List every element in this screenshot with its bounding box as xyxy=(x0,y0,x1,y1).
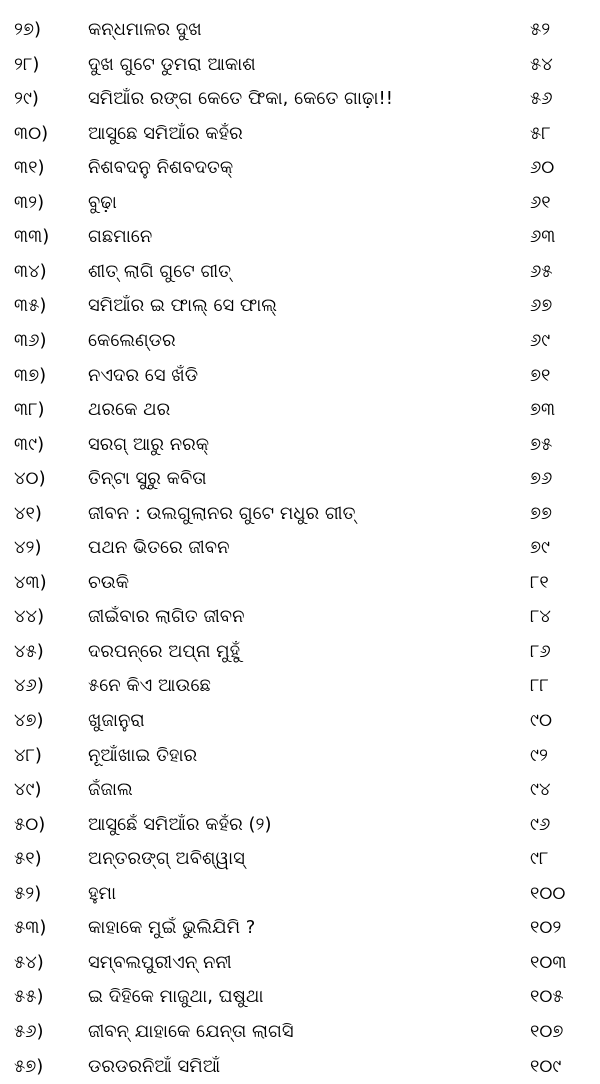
entry-page-number: ୫୮ xyxy=(530,122,551,144)
entry-page-number: ୮୧ xyxy=(530,571,549,593)
entry-title: ତିନ୍‌ଟା ସୁରୁ କବିତା xyxy=(88,468,207,490)
entry-page-number: ୧୦୦ xyxy=(530,882,566,904)
entry-page-number: ୯୨ xyxy=(530,744,548,766)
entry-title: ହୁମା xyxy=(88,882,117,904)
entry-page-number: ୭୯ xyxy=(530,537,550,559)
entry-title: ସମ୍ବଲପୁରୀଏନ୍ ନନୀ xyxy=(88,951,232,973)
entry-number: ୪୦) xyxy=(14,468,46,490)
entry-number: ୫୨) xyxy=(14,882,42,904)
toc-entry xyxy=(0,773,600,807)
toc-entry xyxy=(0,324,600,358)
entry-number: ୩୭) xyxy=(14,364,47,386)
entry-title: ଥରକେ ଥର xyxy=(88,399,171,421)
toc-entry xyxy=(0,359,600,393)
entry-number: ୩୪) xyxy=(14,260,47,282)
entry-title: ପଥନ ଭିତରେ ଜୀବନ xyxy=(88,537,230,559)
toc-entry xyxy=(0,635,600,669)
entry-page-number: ୬୦ xyxy=(530,157,555,179)
entry-number: ୫୬) xyxy=(14,1020,44,1042)
entry-page-number: ୬୭ xyxy=(530,295,553,317)
entry-title: ଖୁଜାନୁରା xyxy=(88,710,145,731)
entry-title: କନ୍ଧମାଳର ଦୁଖ xyxy=(88,19,202,40)
entry-title: ଆସୁଛେଁ ସମିଆଁର କହଁର (୨) xyxy=(88,813,272,835)
entry-number: ୨୯) xyxy=(14,88,39,110)
entry-title: ବୁଢ଼ା xyxy=(88,191,117,213)
toc-entry xyxy=(0,289,600,323)
entry-page-number: ୭୧ xyxy=(530,364,551,386)
entry-page-number: ୧୦୩ xyxy=(530,951,567,973)
entry-number: ୩୬) xyxy=(14,329,47,351)
entry-page-number: ୧୦୨ xyxy=(530,917,562,939)
entry-number: ୫୧) xyxy=(14,848,42,870)
entry-number: ୪୪) xyxy=(14,606,45,628)
entry-title: ସମିଆଁର ଇ ଫାଲ୍ ସେ ଫାଲ୍ xyxy=(88,295,277,317)
toc-entry xyxy=(0,566,600,600)
entry-page-number: ୮୮ xyxy=(530,675,549,697)
entry-title: କାହାକେ ମୁଇଁ ଭୁଲିଯିମି ? xyxy=(88,917,256,939)
entry-number: ୩୫) xyxy=(14,295,47,317)
entry-page-number: ୧୦୭ xyxy=(530,1020,564,1042)
toc-entry xyxy=(0,808,600,842)
toc-entry xyxy=(0,1050,600,1084)
entry-page-number: ୯୬ xyxy=(530,813,551,835)
entry-number: ୪୫) xyxy=(14,640,44,662)
toc-entry xyxy=(0,220,600,254)
toc-entry xyxy=(0,151,600,185)
entry-title: ୫ନେ କିଏ ଆଉଛେ xyxy=(88,675,211,697)
entry-number: ୫୫) xyxy=(14,986,44,1008)
entry-title: ଆସୁଛେ ସମିଆଁର କହଁର xyxy=(88,122,243,144)
entry-number: ୪୧) xyxy=(14,502,42,524)
entry-page-number: ୭୬ xyxy=(530,468,553,490)
entry-page-number: ୧୦୫ xyxy=(530,986,564,1008)
entry-number: ୨୮) xyxy=(14,53,40,75)
entry-number: ୪୨) xyxy=(14,537,42,559)
entry-title: ଡରଡରନିଆଁ ସମିଆଁ xyxy=(88,1055,221,1077)
entry-page-number: ୮୪ xyxy=(530,606,551,628)
entry-number: ୪୯) xyxy=(14,779,42,801)
entry-title: ଗଛମାନେ xyxy=(88,226,153,248)
toc-entry xyxy=(0,946,600,980)
entry-number: ୪୬) xyxy=(14,675,44,697)
toc-entry xyxy=(0,600,600,634)
entry-title: ଜଁଜାଲ xyxy=(88,779,133,801)
toc-entry xyxy=(0,117,600,151)
entry-page-number: ୫୨ xyxy=(530,19,551,40)
toc-entry xyxy=(0,497,600,531)
entry-page-number: ୧୦୯ xyxy=(530,1055,562,1077)
toc-entry xyxy=(0,186,600,220)
toc-entry xyxy=(0,428,600,462)
entry-page-number: ୮୬ xyxy=(530,640,551,662)
entry-title: ଦୁଖ ଗୁଟେ ଡୁମରା ଆକାଶ xyxy=(88,53,256,75)
entry-title: ନିଶବଦନୁ ନିଶବଦତକ୍ xyxy=(88,157,234,179)
entry-number: ୫୭) xyxy=(14,1055,44,1077)
toc-entry xyxy=(0,531,600,565)
toc-entry xyxy=(0,980,600,1014)
entry-number: ୫୦) xyxy=(14,813,46,835)
entry-page-number: ୭୫ xyxy=(530,433,553,455)
entry-title: ସରଗ୍ ଆରୁ ନରକ୍ xyxy=(88,433,210,455)
entry-number: ୩୨) xyxy=(14,191,45,213)
toc-entry xyxy=(0,842,600,876)
entry-number: ୪୭) xyxy=(14,710,44,731)
entry-title: ଶୀତ୍ ଲାଗି ଗୁଟେ ଗୀତ୍ xyxy=(88,260,232,282)
entry-title: ଜୀବନ : ଉଲଗୁଲାନର ଗୁଟେ ମଧୁର ଗୀତ୍ xyxy=(88,502,356,524)
entry-page-number: ୬୧ xyxy=(530,191,551,213)
toc-entry xyxy=(0,739,600,773)
entry-page-number: ୯୮ xyxy=(530,848,549,870)
entry-title: ଜୀଇଁବାର ଲାଗିତ ଜୀବନ xyxy=(88,606,245,628)
entry-number: ୩୯) xyxy=(14,433,45,455)
toc-entry xyxy=(0,13,600,47)
entry-number: ୪୮) xyxy=(14,744,42,766)
entry-number: ୩୦) xyxy=(14,122,49,144)
entry-page-number: ୬୯ xyxy=(530,329,551,351)
entry-title: ନୂଆଁଖାଇ ତିହାର xyxy=(88,744,198,766)
entry-number: ୩୧) xyxy=(14,157,45,179)
entry-number: ୨୭) xyxy=(14,19,42,40)
entry-number: ୩୩) xyxy=(14,226,50,248)
toc-entry xyxy=(0,877,600,911)
entry-title: ନଏଦର ସେ ଖଁଡି xyxy=(88,364,199,386)
entry-page-number: ୭୭ xyxy=(530,502,553,524)
toc-entry xyxy=(0,255,600,289)
entry-page-number: ୯୪ xyxy=(530,779,551,801)
entry-number: ୪୩) xyxy=(14,571,47,593)
entry-title: ସମିଆଁର ରଙ୍ଗ କେତେ ଫିକା, କେତେ ଗାଢ଼ା!! xyxy=(88,88,393,110)
toc-entry xyxy=(0,393,600,427)
entry-number: ୫୩) xyxy=(14,917,47,939)
entry-page-number: ୬୫ xyxy=(530,260,553,282)
entry-number: ୩୮) xyxy=(14,399,45,421)
entry-page-number: ୫୬ xyxy=(530,88,553,110)
entry-page-number: ୯୦ xyxy=(530,710,552,731)
toc-entry xyxy=(0,1015,600,1049)
entry-page-number: ୬୩ xyxy=(530,226,556,248)
toc-entry xyxy=(0,462,600,496)
toc-entry xyxy=(0,669,600,703)
toc-entry xyxy=(0,48,600,82)
toc-entry xyxy=(0,911,600,945)
entry-title: ଅନ୍ତରଙ୍ଗ୍ ଅବିଶ୍ୱାସ୍ xyxy=(88,848,245,870)
entry-title: କେଲେଣ୍ଡର xyxy=(88,329,176,351)
entry-title: ଦରପନ୍‌ରେ ଅପ୍‌ନା ମୁହୁଁ xyxy=(88,640,241,662)
entry-page-number: ୭୩ xyxy=(530,399,556,421)
entry-number: ୫୪) xyxy=(14,951,44,973)
entry-title: ଇ ଦିହିକେ ମାଜୁଥା, ଘଷୁଥା xyxy=(88,986,264,1008)
entry-title: ଚଉକି xyxy=(88,571,130,593)
toc-entry xyxy=(0,704,600,738)
entry-page-number: ୫୪ xyxy=(530,53,553,75)
toc-entry xyxy=(0,82,600,116)
entry-title: ଜୀବନ୍ ଯାହାକେ ଯେନ୍‌ତା ଲାଗସି xyxy=(88,1020,294,1042)
